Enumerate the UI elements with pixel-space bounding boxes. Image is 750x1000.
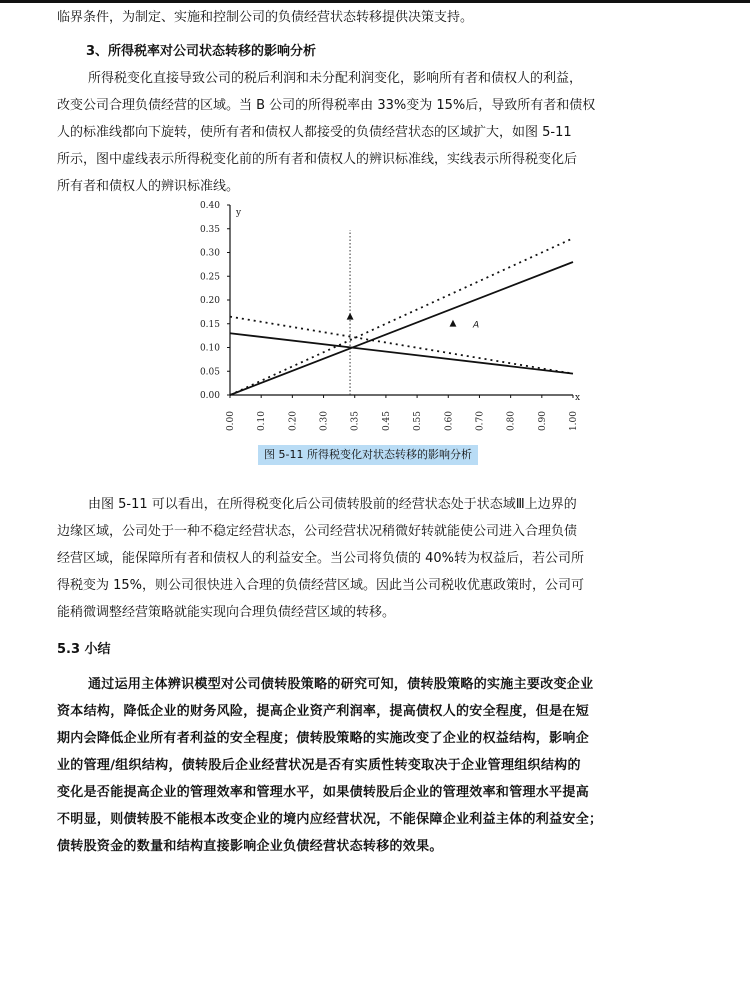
y-tick-label: 0.35	[199, 224, 220, 235]
series-line-2	[230, 238, 573, 395]
x-axis-label: x	[575, 393, 581, 403]
series-line-0	[230, 262, 573, 395]
x-tick-label: 0.70	[475, 411, 486, 432]
paragraph-line: 期内会降低企业所有者利益的安全程度；债转股策略的实施改变了企业的权益结构，影响企	[57, 731, 590, 746]
triangle-marker: ▲	[449, 318, 457, 329]
series-line-3	[230, 317, 573, 374]
x-tick-label: 1.00	[569, 411, 579, 432]
paragraph-line: 变化是否能提高企业的管理效率和管理水平，如果债转股后企业的管理效率和管理水平提高	[57, 785, 590, 800]
figure-5-11-chart	[180, 195, 600, 445]
section-heading: 3、所得税率对公司状态转移的影响分析	[86, 44, 317, 59]
paragraph-line: 临界条件，为制定、实施和控制公司的负债经营状态转移提供决策支持。	[57, 10, 474, 25]
y-tick-label: 0.25	[199, 272, 220, 283]
paragraph-line: 通过运用主体辨识模型对公司债转股策略的研究可知，债转股策略的实施主要改变企业	[88, 677, 594, 692]
paragraph-line: 业的管理/组织结构，债转股后企业经营状况是否有实质性转变取决于企业管理组织结构的	[57, 758, 581, 773]
x-tick-label: 0.80	[506, 411, 517, 432]
x-tick-label: 0.00	[226, 411, 236, 432]
paragraph-line: 由图 5-11 可以看出，在所得税变化后公司债转股前的经营状态处于状态域Ⅲ上边界的	[88, 497, 577, 512]
paragraph-line: 债转股资金的数量和结构直接影响企业负债经营状态转移的效果。	[57, 839, 443, 854]
y-tick-label: 0.05	[199, 367, 220, 378]
paragraph-line: 改变公司合理负债经营的区域。当 B 公司的所得税率由 33%变为 15%后，导致所有者和债权	[57, 98, 596, 113]
y-tick-label: 0.40	[199, 201, 220, 211]
paragraph-line: 所有者和债权人的辨识标准线。	[57, 179, 240, 194]
y-axis-label: y	[236, 208, 242, 218]
marker-label: A	[472, 320, 480, 331]
series-line-1	[230, 333, 573, 373]
paragraph-line: 所得税变化直接导致公司的税后利润和未分配利润变化，影响所有者和债权人的利益，	[88, 71, 583, 86]
y-tick-label: 0.10	[199, 343, 220, 354]
paragraph-line: 经营区域，能保障所有者和债权人的利益安全。当公司将负债的 40%转为权益后，若公司所	[57, 551, 585, 566]
paragraph-line: 能稍微调整经营策略就能实现向合理负债经营区域的转移。	[57, 605, 396, 620]
x-tick-label: 0.10	[257, 411, 268, 432]
paragraph-line: 资本结构，降低企业的财务风险，提高企业资产利润率，提高债权人的安全程度，但是在短	[57, 704, 590, 719]
page-top-rule	[0, 0, 750, 3]
triangle-marker: ▲	[346, 311, 354, 322]
x-tick-label: 0.45	[381, 411, 392, 432]
section-heading: 5.3 小结	[57, 642, 111, 657]
paragraph-line: 所示，图中虚线表示所得税变化前的所有者和债权人的辨识标准线，实线表示所得税变化后	[57, 152, 578, 167]
x-tick-label: 0.30	[319, 411, 330, 432]
x-tick-label: 0.55	[413, 411, 424, 432]
paragraph-line: 不明显，则债转股不能根本改变企业的境内应经营状况，不能保障企业利益主体的利益安全；	[57, 812, 603, 827]
x-tick-label: 0.60	[444, 411, 455, 432]
x-tick-label: 0.35	[350, 411, 361, 432]
y-tick-label: 0.00	[199, 391, 220, 401]
y-tick-label: 0.20	[199, 296, 220, 306]
x-tick-label: 0.20	[288, 411, 299, 432]
y-tick-label: 0.15	[199, 319, 220, 330]
paragraph-line: 人的标准线都向下旋转，使所有者和债权人都接受的负债经营状态的区域扩大，如图 5-11	[57, 125, 572, 140]
figure-caption: 图 5-11 所得税变化对状态转移的影响分析	[258, 445, 478, 465]
paragraph-line: 边缘区域，公司处于一种不稳定经营状态，公司经营状况稍微好转就能使公司进入合理负债	[57, 524, 578, 539]
x-tick-label: 0.90	[537, 411, 548, 432]
y-tick-label: 0.30	[199, 248, 220, 259]
paragraph-line: 得税变为 15%，则公司很快进入合理的负债经营区域。因此当公司税收优惠政策时，公司可	[57, 578, 585, 593]
